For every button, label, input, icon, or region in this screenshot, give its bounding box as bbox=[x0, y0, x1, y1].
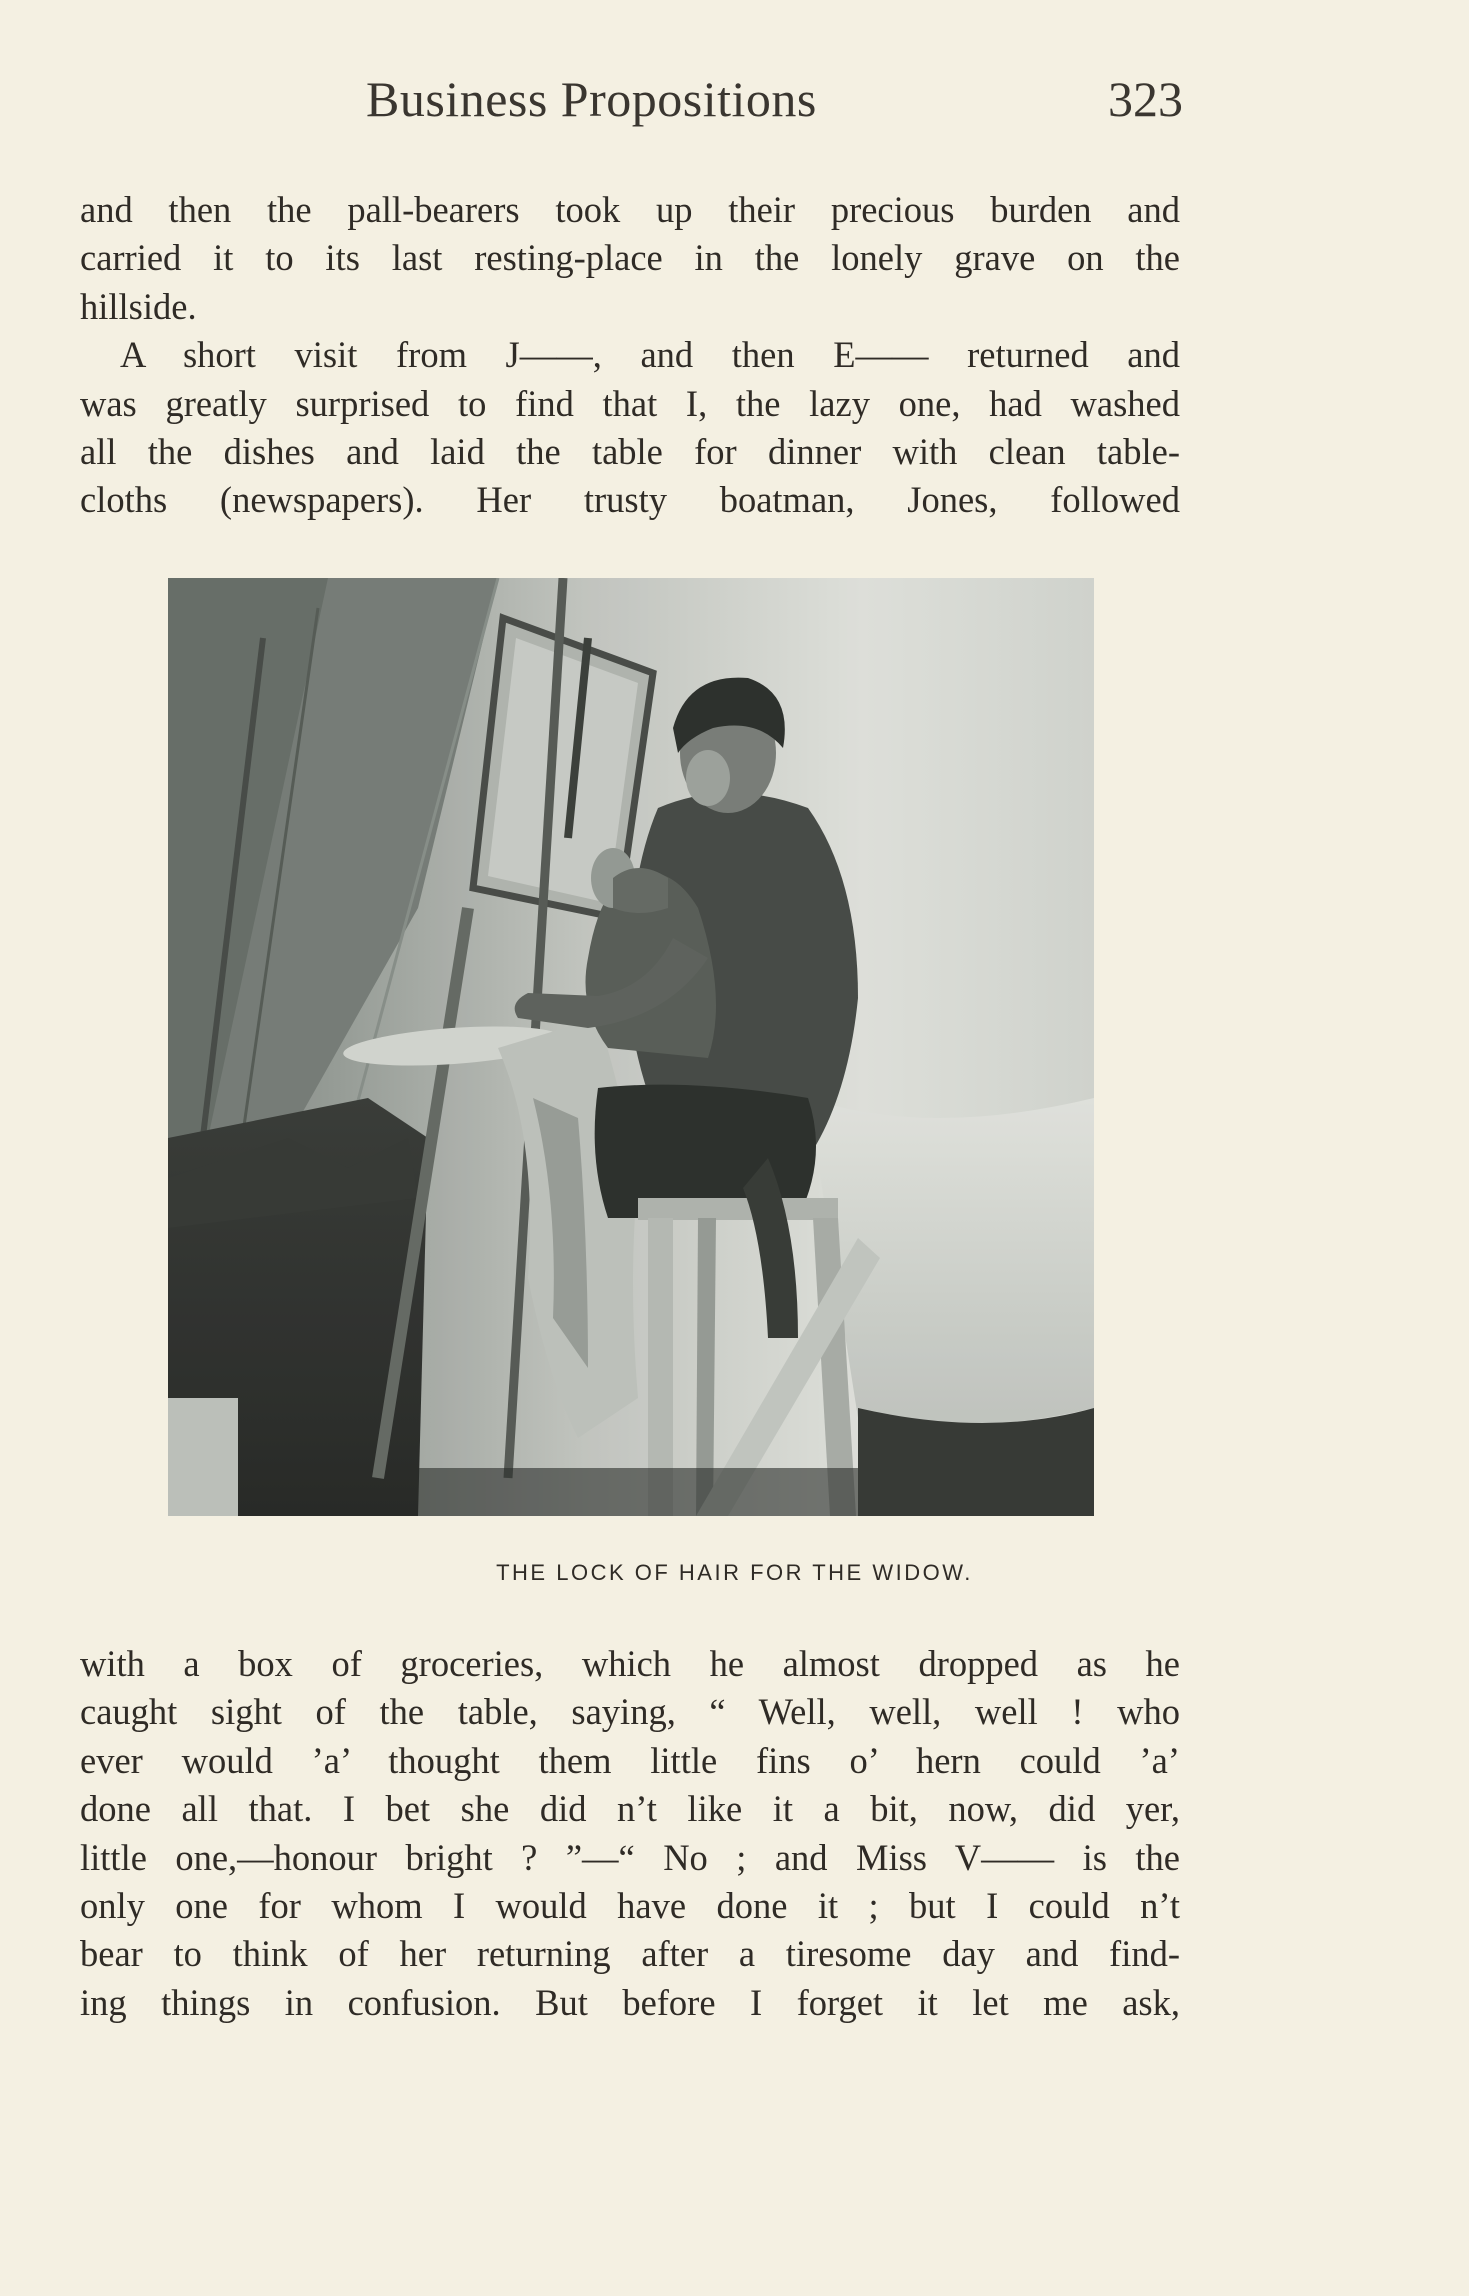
text-line: bear to think of her returning after a tiresome day and find- bbox=[80, 1933, 1180, 1975]
photograph-artist-at-easel bbox=[168, 578, 1094, 1516]
text-line: hillside. bbox=[80, 285, 197, 327]
body-text-bottom bbox=[80, 1640, 1180, 2027]
text-line: cloths (newspapers). Her trusty boatman, Jones, followed bbox=[80, 479, 1180, 521]
text-line: ever would ’a’ thought them little fins o’ hern could ’a’ bbox=[80, 1739, 1180, 1781]
text-line: ing things in confusion. But before I forget it let me ask, bbox=[80, 1981, 1180, 2023]
text-line: all the dishes and laid the table for dinner with clean table- bbox=[80, 430, 1180, 472]
body-text-top bbox=[80, 186, 1180, 525]
text-line: caught sight of the table, saying, “ Well, well, well ! who bbox=[80, 1691, 1180, 1733]
text-line: was greatly surprised to find that I, the lazy one, had washed bbox=[80, 382, 1180, 424]
running-title: Business Propositions bbox=[366, 71, 817, 127]
photograph bbox=[168, 578, 1094, 1516]
running-head bbox=[0, 70, 1469, 140]
text-line: with a box of groceries, which he almost dropped as he bbox=[80, 1643, 1180, 1684]
text-line: done all that. I bet she did n’t like it a bit, now, did yer, bbox=[80, 1788, 1180, 1830]
text-line: carried it to its last resting-place in the lonely grave on the bbox=[80, 237, 1180, 279]
page-number: 323 bbox=[1108, 71, 1183, 127]
text-line: only one for whom I would have done it ; but I could n’t bbox=[80, 1884, 1180, 1926]
text-line: and then the pall-bearers took up their precious burden and bbox=[80, 189, 1180, 230]
text-line: A short visit from J——, and then E—— returned and bbox=[120, 334, 1180, 376]
figure-caption: THE LOCK OF HAIR FOR THE WIDOW. bbox=[496, 1560, 973, 1585]
text-line: little one,—honour bright ? ”—“ No ; and Miss V—— is the bbox=[80, 1836, 1180, 1878]
